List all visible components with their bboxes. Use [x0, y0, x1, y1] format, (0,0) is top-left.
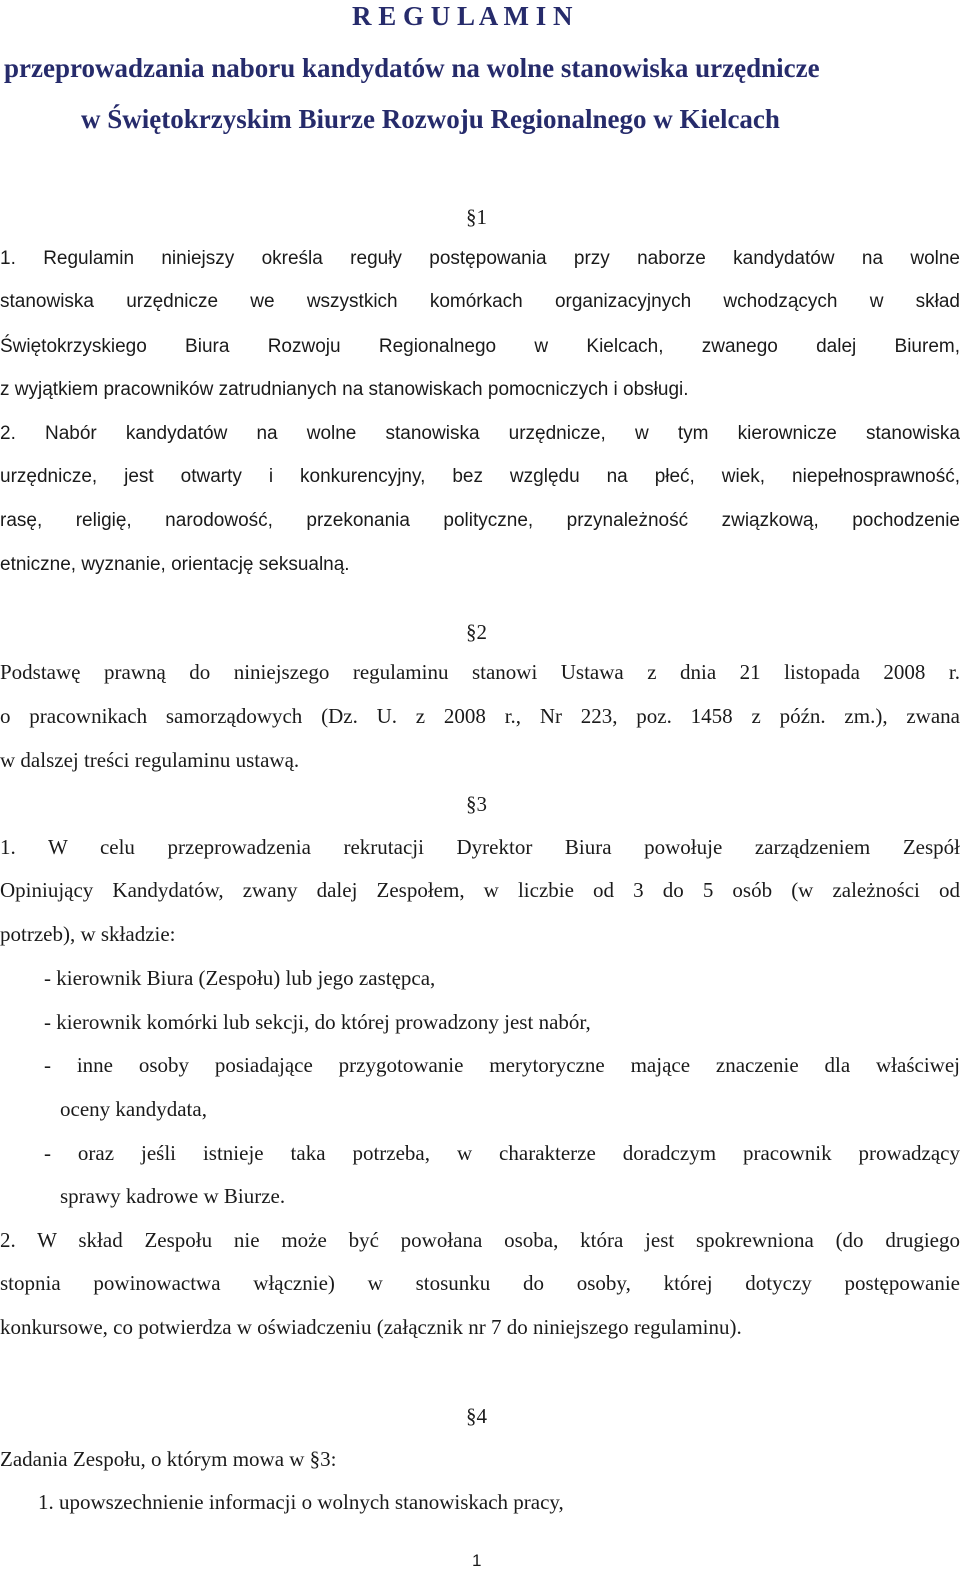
- list-item: - oraz jeśli istnieje taka potrzeba, w charakterze doradczym pracownik prowadzący: [44, 1141, 960, 1165]
- section-4-heading: §4: [466, 1404, 487, 1428]
- list-item: - kierownik Biura (Zespołu) lub jego zastępca,: [44, 966, 436, 990]
- section-1-heading: §1: [466, 205, 487, 229]
- section-2-heading: §2: [466, 620, 487, 644]
- regulation-title: R E G U L A M I N: [352, 1, 573, 31]
- list-item: - inne osoby posiadające przygotowanie merytoryczne mające znaczenie dla właściwej: [44, 1053, 960, 1077]
- list-item: - kierownik komórki lub sekcji, do której prowadzony jest nabór,: [44, 1010, 591, 1034]
- list-item: 1. upowszechnienie informacji o wolnych stanowiskach pracy,: [38, 1490, 564, 1514]
- page-number: 1: [472, 1551, 482, 1570]
- section-3-heading: §3: [466, 792, 487, 816]
- regulation-subtitle-line-2: w Świętokrzyskim Biurze Rozwoju Regionalnego w Kielcach: [81, 104, 780, 134]
- list-item: sprawy kadrowe w Biurze.: [60, 1184, 286, 1208]
- section-4-intro: Zadania Zespołu, o którym mowa w §3:: [0, 1447, 337, 1471]
- regulation-subtitle-line-1: przeprowadzania naboru kandydatów na wolne stanowiska urzędnicze: [4, 53, 820, 83]
- list-item: oceny kandydata,: [60, 1097, 207, 1121]
